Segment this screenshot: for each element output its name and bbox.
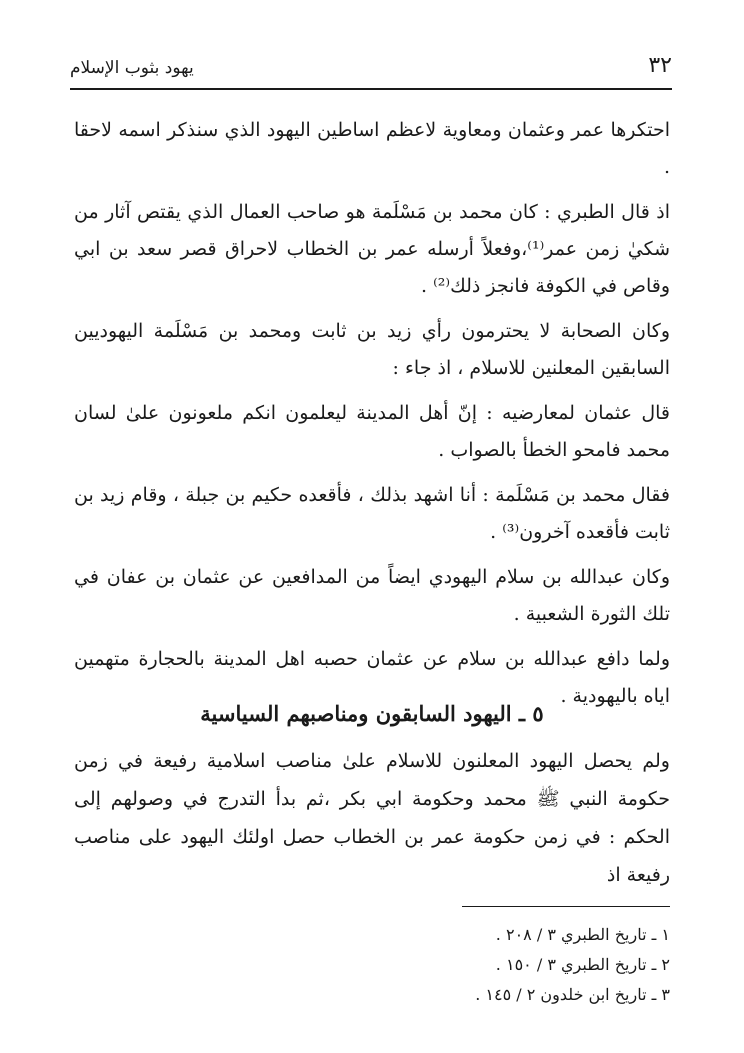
paragraph: وكان عبدالله بن سلام اليهودي ايضاً من المدافعين عن عثمان بن عفان في تلك الثورة الشعبية . (74, 566, 670, 625)
footnote: ١ ـ تاريخ الطبري ٣ / ٢٠٨ . (495, 925, 670, 944)
footnote-divider (462, 906, 670, 907)
page-number: ٣٢ (648, 53, 672, 78)
paragraph: احتكرها عمر وعثمان ومعاوية لاعظم اساطين اليهود الذي سنذكر اسمه لاحقا . (74, 119, 670, 178)
header-divider (70, 88, 672, 90)
paragraph: ولم يحصل اليهود المعلنون للاسلام علىٰ مناصب اسلامية رفيعة في زمن حكومة النبي ﷺ محمد وحكومة ابي بكر ،ثم بدأ التدرج في وصولهم إلى الحكم : في زمن حكومة عمر بن الخطاب حصل اولئك اليهود على مناصب رفيعة اذ (74, 750, 670, 886)
running-header (70, 52, 672, 92)
main-text (74, 112, 670, 723)
paragraph: فقال محمد بن مَسْلَمة : أنا اشهد بذلك ، فأقعده حكيم بن جبلة ، وقام زيد بن ثابت فأقعده آخرون⁽³⁾ . (74, 484, 670, 543)
paragraph: قال عثمان لمعارضيه : إنّ أهل المدينة ليعلمون انكم ملعونون علىٰ لسان محمد فامحو الخطأ بالصواب . (74, 402, 670, 461)
section-heading: ٥ ـ اليهود السابقون ومناصبهم السياسية (200, 701, 544, 726)
paragraph: ولما دافع عبدالله بن سلام عن عثمان حصبه اهل المدينة بالحجارة متهمين اياه باليهودية . (74, 648, 670, 707)
paragraph: اذ قال الطبري : كان محمد بن مَسْلَمة هو صاحب العمال الذي يقتص آثار من شكيٰ زمن عمر⁽¹⁾،وفعلاً أرسله عمر بن الخطاب لاحراق قصر سعد بن ابي وقاص في الكوفة فانجز ذلك⁽²⁾ . (74, 201, 670, 297)
section-text (74, 742, 670, 894)
footnote: ٢ ـ تاريخ الطبري ٣ / ١٥٠ . (495, 955, 670, 974)
footnotes (300, 920, 670, 1010)
footnote: ٣ ـ تاريخ ابن خلدون ٢ / ١٤٥ . (475, 985, 670, 1004)
paragraph: وكان الصحابة لا يحترمون رأي زيد بن ثابت ومحمد بن مَسْلَمة اليهوديين السابقين المعلنين للاسلام ، اذ جاء : (74, 320, 670, 379)
running-title: يهود بثوب الإسلام (70, 58, 194, 78)
